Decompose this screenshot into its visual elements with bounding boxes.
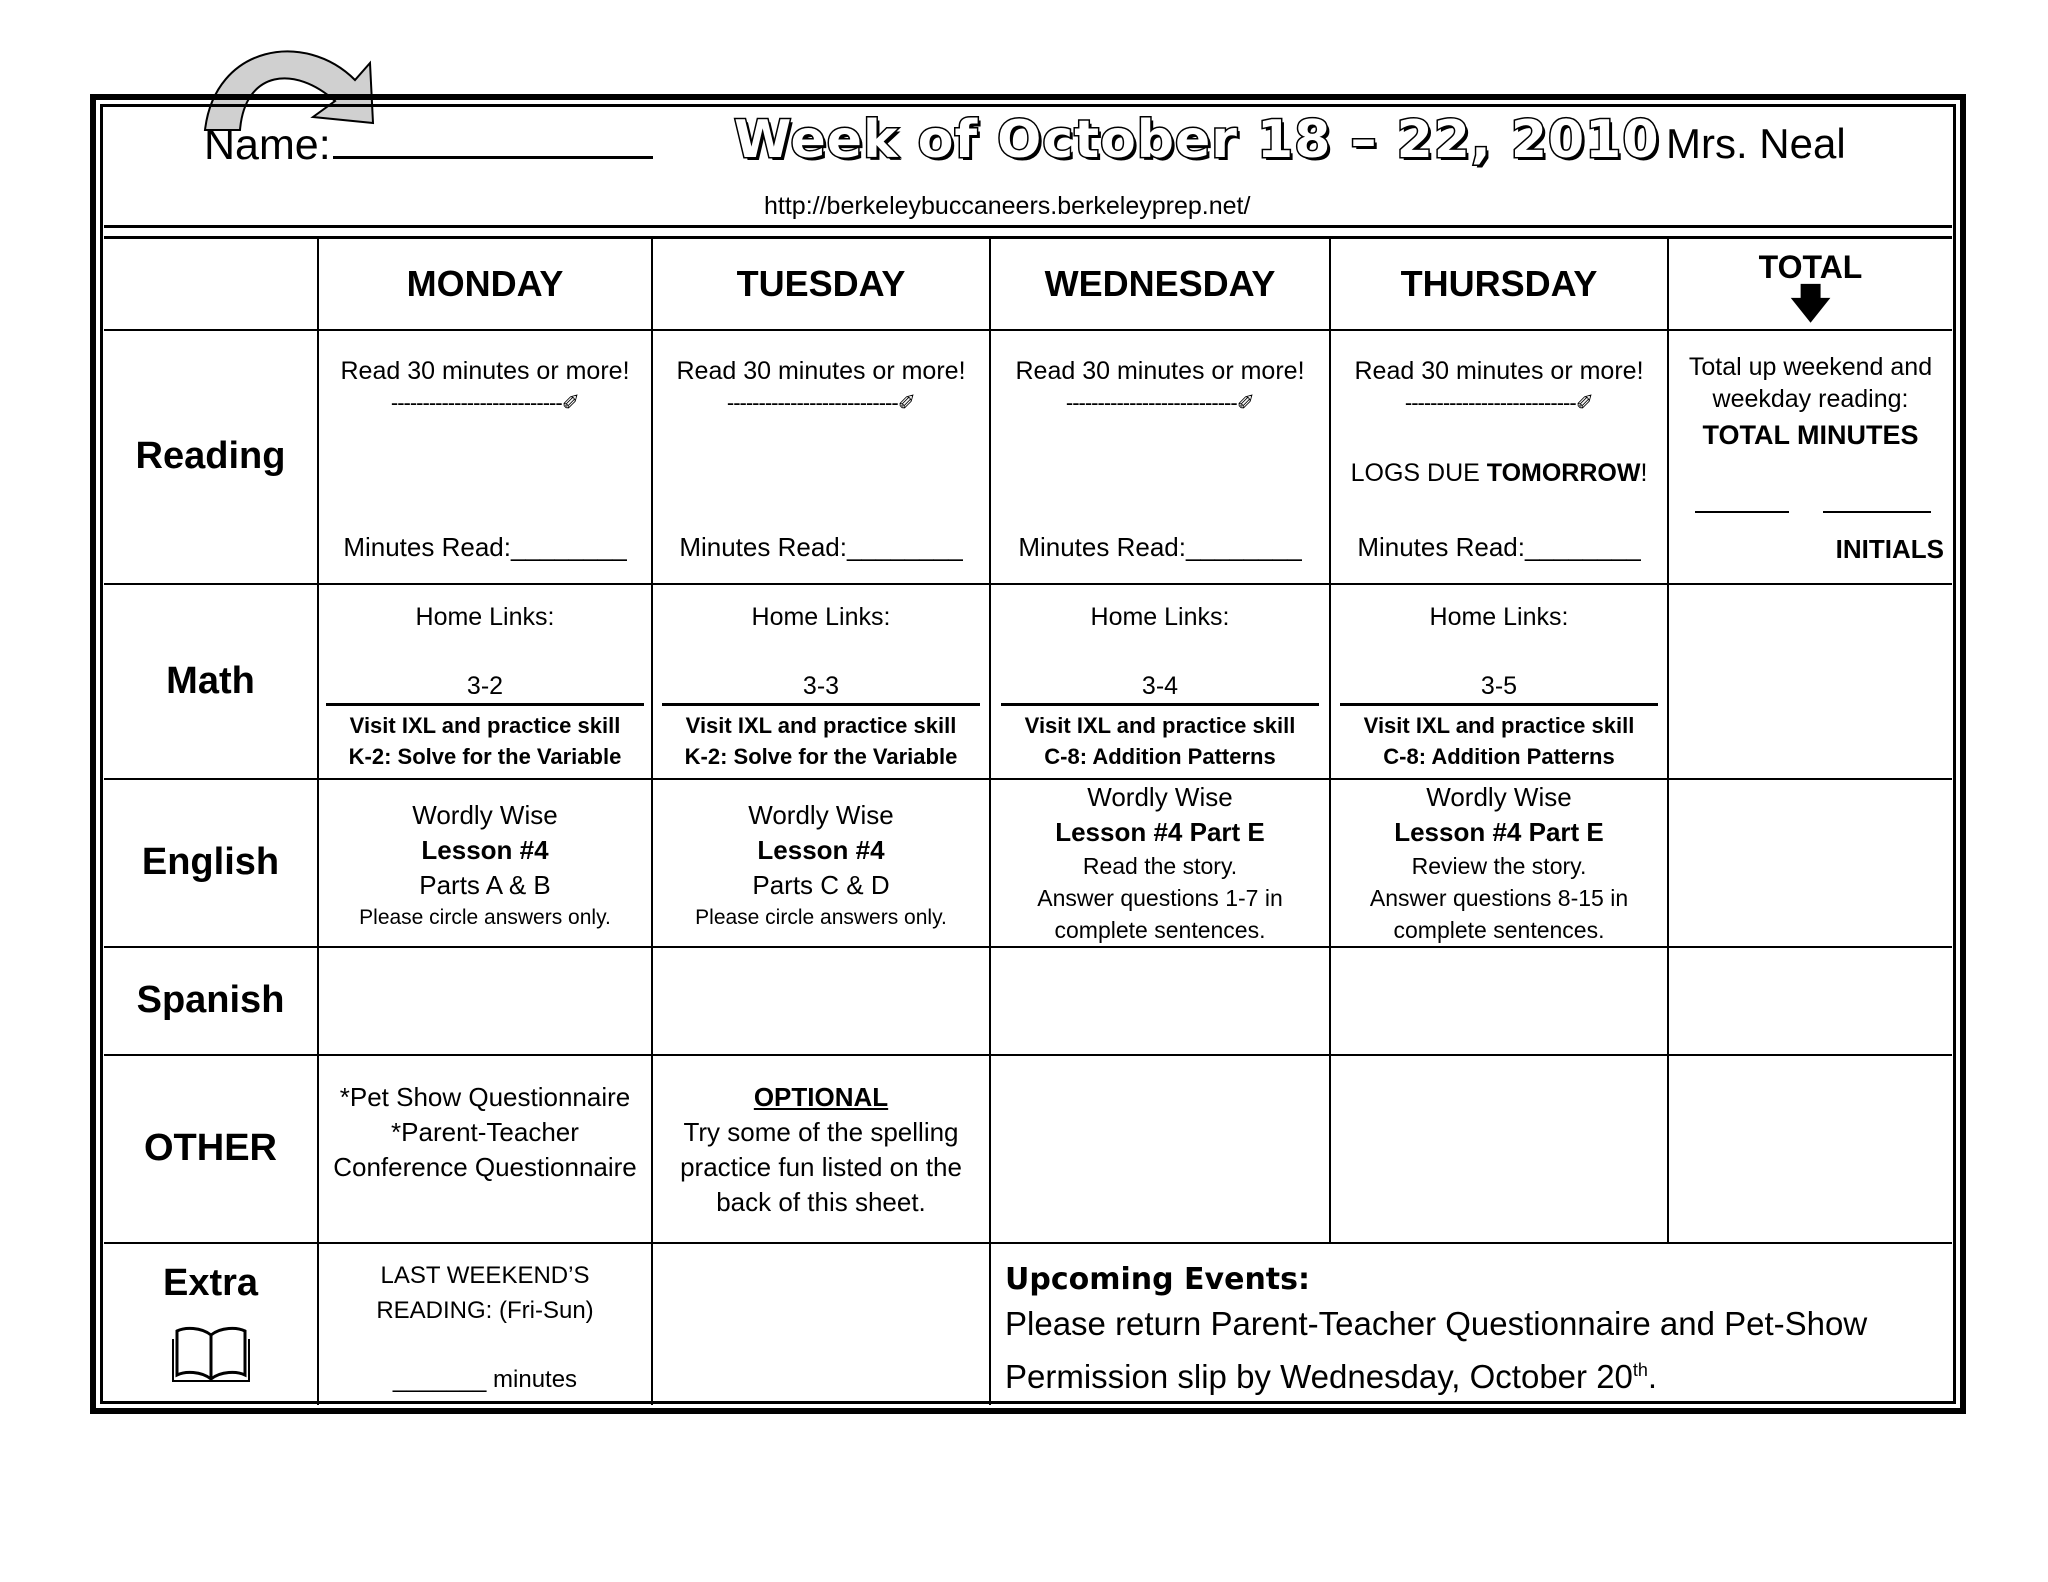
reading-thursday [1330,330,1668,584]
corner-cell [104,238,318,330]
home-link-number: 3-2 [326,672,644,706]
total-instructions: Total up weekend and weekday reading: TOTAL MINUTES [1669,351,1952,451]
reading-wednesday [990,330,1330,584]
home-link-number: 3-3 [662,672,980,706]
other-total [1668,1055,1952,1243]
english-tuesday: Wordly Wise Lesson #4 Parts C & D Please circle answers only. [652,779,990,947]
other-monday-text: *Pet Show Questionnaire *Parent-Teacher Conference Questionnaire [333,1081,637,1182]
total-minutes-label: TOTAL MINUTES [1702,419,1919,450]
math-tuesday [652,584,990,779]
logs-due-note: LOGS DUE TOMORROW! [1350,458,1648,487]
subject-math: Math [104,584,318,779]
minutes-read-field[interactable]: Minutes Read:________ [1357,531,1641,562]
other-monday [318,1055,652,1243]
math-total [1668,584,1952,779]
events-body: Please return Parent-Teacher Questionnaire and Pet-Show Permission slip by Wednesday, October 20th. [1005,1304,1868,1395]
subject-english: English [104,779,318,947]
ixl-assignment: Visit IXL and practice skill C-8: Addition Patterns [1363,712,1635,769]
math-wednesday [990,584,1330,779]
english-monday: Wordly Wise Lesson #4 Parts A & B Please circle answers only. [318,779,652,947]
name-field[interactable] [204,116,653,170]
pencil-icon: ---------------------------✐ [1404,389,1594,415]
home-link-number: 3-5 [1340,672,1658,706]
ixl-assignment: Visit IXL and practice skill K-2: Solve for the Variable [684,712,958,769]
total-blanks[interactable] [1695,511,1936,515]
optional-label: OPTIONAL [753,1081,889,1112]
other-tuesday [652,1055,990,1243]
other-tuesday-text: OPTIONAL Try some of the spelling practice fun listed on the back of this sheet. [653,1080,989,1220]
day-wednesday: WEDNESDAY [990,238,1330,330]
initials-blank[interactable] [1823,511,1931,513]
name-label: Name: [204,121,331,169]
reading-monday [318,330,652,584]
class-website-link[interactable]: http://berkeleybuccaneers.berkeleyprep.net/ [764,192,1251,220]
minutes-read-field[interactable]: Minutes Read:________ [679,531,963,562]
ixl-assignment: Visit IXL and practice skill K-2: Solve for the Variable [348,712,622,769]
weekend-reading: LAST WEEKEND’S READING: (Fri-Sun) _______ minutes [319,1258,651,1397]
extra-monday [318,1243,652,1405]
teacher-name: Mrs. Neal [1666,120,1846,167]
minutes-read-field[interactable]: Minutes Read:________ [343,531,627,562]
total-minutes-blank[interactable] [1695,511,1789,513]
math-monday [318,584,652,779]
spanish-row [104,947,1952,1055]
reading-prompt: Read 30 minutes or more! [1354,356,1644,385]
home-link-number: 3-4 [1001,672,1319,706]
minutes-read-field[interactable]: Minutes Read:________ [1018,531,1302,562]
reading-row [104,330,1952,584]
upcoming-events [990,1243,1952,1405]
header [104,108,1952,228]
math-row [104,584,1952,779]
down-arrow-icon: 🡇 [1789,282,1832,326]
day-header-row [104,238,1952,330]
week-title: Week of October 18 – 22, 2010 [734,110,1660,170]
events-title: Upcoming Events: [1005,1261,1310,1297]
home-links-label: Home Links: [1090,602,1230,631]
reading-prompt: Read 30 minutes or more! [340,356,630,385]
total-header [1668,238,1952,330]
subject-other: OTHER [104,1055,318,1243]
day-monday: MONDAY [318,238,652,330]
spanish-tuesday [652,947,990,1055]
spanish-total [1668,947,1952,1055]
subject-reading: Reading [104,330,318,584]
initials-label: INITIALS [1835,533,1944,564]
pencil-icon: ---------------------------✐ [726,389,916,415]
english-row [104,779,1952,947]
extra-tuesday [652,1243,990,1405]
day-thursday: THURSDAY [1330,238,1668,330]
weekend-minutes-field[interactable]: _______ minutes [392,1365,578,1393]
reading-prompt: Read 30 minutes or more! [1015,356,1305,385]
day-tuesday: TUESDAY [652,238,990,330]
reading-tuesday [652,330,990,584]
reading-total [1668,330,1952,584]
reading-prompt: Read 30 minutes or more! [676,356,966,385]
subject-extra-cell [104,1243,318,1405]
subject-spanish: Spanish [104,947,318,1055]
pencil-icon: ---------------------------✐ [1065,389,1255,415]
pencil-icon: ---------------------------✐ [390,389,580,415]
spanish-thursday [1330,947,1668,1055]
book-icon [171,1325,251,1383]
subject-extra: Extra [162,1261,259,1304]
english-wednesday: Wordly Wise Lesson #4 Part E Read the story. Answer questions 1-7 in complete sentences. [990,779,1330,947]
other-row [104,1055,1952,1243]
home-links-label: Home Links: [415,602,555,631]
spanish-monday [318,947,652,1055]
spanish-wednesday [990,947,1330,1055]
math-thursday [1330,584,1668,779]
english-thursday: Wordly Wise Lesson #4 Part E Review the story. Answer questions 8-15 in complete sentences. [1330,779,1668,947]
ixl-assignment: Visit IXL and practice skill C-8: Addition Patterns [1024,712,1296,769]
extra-row [104,1243,1952,1405]
homework-planner-table [104,236,1952,1405]
total-label: TOTAL [1758,249,1863,285]
home-links-label: Home Links: [1429,602,1569,631]
other-wednesday [990,1055,1330,1243]
other-thursday [1330,1055,1668,1243]
english-total [1668,779,1952,947]
name-blank[interactable] [333,116,653,159]
home-links-label: Home Links: [751,602,891,631]
